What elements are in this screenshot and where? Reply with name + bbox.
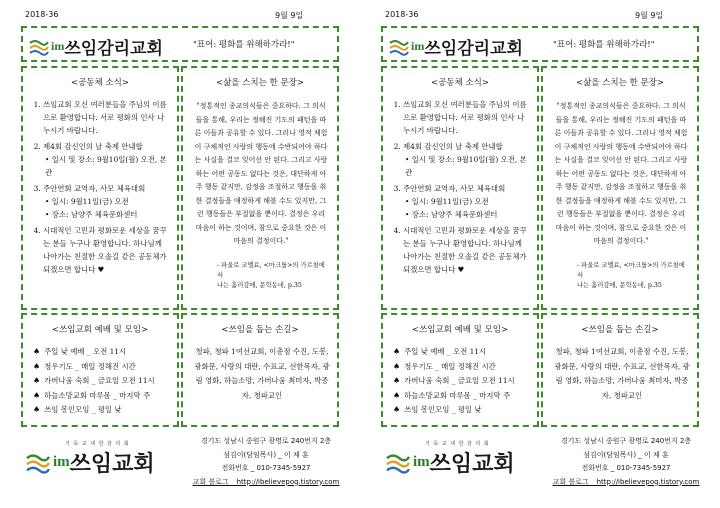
denomination-text: 기 독 교 대 한 감 리 회: [425, 441, 490, 447]
news-sub-item: • 장소: 남양주 체육문화센터: [45, 210, 138, 219]
quote-source-author: - 파울로 코엘료, <마크툽>의 가르침에서: [217, 261, 325, 279]
worship-item: ♠ 쓰임 봉인모임 _ 평일 낮: [393, 403, 533, 418]
news-item: [403, 182, 531, 221]
news-item: [43, 140, 171, 179]
helpers-title: <쓰임을 돕는 손길>: [581, 325, 659, 335]
pastor: 섬김이(담임목사) _ 이 채 훈: [583, 450, 669, 459]
church-name: 쓰임감리교회: [64, 39, 163, 59]
worship-item: ♠ 주일 낮 예배 _ 오전 11시: [33, 345, 173, 360]
news-item: 1. 쓰임교회 오신 여러분들을 주님의 이름으로 환영합니다. 서로 평화의 인사 나누시기 바랍니다.: [43, 98, 171, 137]
denomination-text: 기 독 교 대 한 감 리 회: [65, 441, 130, 447]
wave-logo-icon: [29, 38, 49, 56]
news-item: [403, 140, 531, 179]
community-news-list: [23, 98, 177, 276]
worship-item: ♠ 청우기도 _ 매일 정해진 시간: [33, 360, 173, 375]
worship-item: ♠ 하늘소망교회 마루몸 _ 마지막 주: [33, 389, 173, 404]
worship-item: ♠ 주일 낮 예배 _ 오전 11시: [393, 345, 533, 360]
motto: "표어: 평화를 위해하가라!": [553, 40, 655, 50]
quote-source-book: 나는 흘러감에, 문학동네, p.35: [577, 281, 662, 289]
logo-im-text: im: [413, 454, 430, 470]
news-sub-item: • 장소: 남양주 체육문화센터: [405, 210, 498, 219]
news-sub-item: • 일시 및 장소: 9월10일(월) 오전, 본관: [405, 155, 527, 177]
header-box: [381, 26, 699, 62]
phone: 전화번호 _ 010-7345-5927: [581, 464, 671, 472]
issue-date: 9월 9일: [275, 11, 304, 20]
news-sub-text: 일시 및 장소: 9월10일(월) 오전, 본관: [405, 155, 527, 177]
worship-list: [23, 345, 177, 418]
wave-logo-icon: [385, 452, 411, 474]
news-item-text: 주안연회 교역자, 사모 체육대회: [43, 184, 146, 193]
news-sub-text: 일시: 9월11일(금) 오전: [411, 197, 489, 206]
community-news-list: [383, 98, 537, 276]
footer-logo: [385, 440, 515, 478]
news-item-text: 제4회 감신인의 날 축제 안내합: [43, 142, 143, 151]
quote-source: [217, 261, 329, 291]
worship-item: ♠ 가버나움 숙회 _ 금요일 오전 11시: [33, 374, 173, 389]
church-name: 쓰임감리교회: [424, 39, 523, 59]
community-news-box: [381, 66, 539, 310]
news-sub-text: 장소: 남양주 체육문화센터: [411, 210, 498, 219]
quote-source-author: - 파울로 코엘료, <마크툽>의 가르침에서: [577, 261, 685, 279]
logo-im-text: im: [411, 39, 425, 53]
church-logo: [29, 34, 163, 59]
footer-church-name: 쓰임교회: [429, 452, 515, 477]
quote-source: [577, 261, 689, 291]
worship-title: <쓰임교회 예배 및 모임>: [411, 325, 509, 335]
helpers-text: 청파, 청파 1여선교회, 이총점 수진, 도봉, 광화문, 사랑의 대란, 수표교, 선한목자, 광림 영화, 하늘소망, 가버나움 최미자, 박종자, 청파교인: [554, 347, 690, 400]
wave-logo-icon: [389, 38, 409, 56]
community-news-title: <공동체 소식>: [430, 78, 489, 88]
community-news-box: [21, 66, 179, 310]
worship-title: <쓰임교회 예배 및 모임>: [51, 325, 149, 335]
worship-item: ♠ 쓰임 봉인모임 _ 평일 낮: [33, 403, 173, 418]
news-sub-text: 일시: 9월11일(금) 오전: [51, 197, 129, 206]
news-sub-item: • 일시: 9월11일(금) 오전: [405, 197, 489, 206]
news-sub-text: 일시 및 장소: 9월10일(월) 오전, 본관: [45, 155, 167, 177]
footer-logo: [25, 440, 155, 478]
community-news-title: <공동체 소식>: [70, 78, 129, 88]
phone: 전화번호 _ 010-7345-5927: [221, 464, 311, 472]
issue-date: 9월 9일: [635, 11, 664, 20]
worship-item: ♠ 가버나움 숙회 _ 금요일 오전 11시: [393, 374, 533, 389]
news-item-text: 주안연회 교역자, 사모 체육대회: [403, 184, 506, 193]
worship-box: [381, 313, 539, 427]
worship-box: [21, 313, 179, 427]
issue-number: 2018-36: [385, 10, 419, 19]
helpers-title: <쓰임을 돕는 손길>: [221, 325, 299, 335]
bulletin-page-left: [5, 0, 355, 508]
helpers-box: [541, 313, 699, 427]
blog-link[interactable]: 교회 블로그 _ http://ibelievepog.tistory.com: [552, 477, 700, 486]
news-sub-item: • 일시 및 장소: 9월10일(월) 오전, 본관: [45, 155, 167, 177]
worship-list: [383, 345, 537, 418]
quote-text: "정통적인 종교의식들은 중요하다. 그 의식들을 통해, 우리는 정해진 기도의 패턴을 따른 이들과 공유할 수 있다. 그러나 영적 체험이 구체적인 사랑의 행동에 수반되어야 하다는 사실을 결코 잊어선 안 된다. 그리고 사랑하는 어떤 공동도 없다는 것은, 대단하게 아주 행동 같지만, 감정을 조절하고 행동을 취한 결정들을 애정하게 해볼 수도 있지만, 그런 행동들은 부질없을 뿐이다. 결정은 우리 마음이 하는 것이며, 참으로 중요한 것은 이 마음의 결정이다.": [554, 102, 688, 245]
address: 경기도 성남시 중원구 광명로 240번지 2층: [560, 437, 692, 445]
logo-im-text: im: [53, 454, 70, 470]
quote-box: [181, 66, 339, 310]
quote-title: <삶을 스치는 한 문장>: [215, 78, 305, 88]
worship-item: ♠ 하늘소망교회 마루몸 _ 마지막 주: [393, 389, 533, 404]
logo-im-text: im: [51, 39, 65, 53]
blog-link[interactable]: 교회 블로그 _ http://ibelievepog.tistory.com: [192, 477, 340, 486]
pastor: 섬김이(담임목사) _ 이 채 훈: [223, 450, 309, 459]
wave-logo-icon: [25, 452, 51, 474]
contact-info: [537, 435, 715, 489]
helpers-text: 청파, 청파 1여선교회, 이총점 수진, 도봉, 광화문, 사랑의 대란, 수표교, 선한목자, 광림 영화, 하늘소망, 가버나움 최미자, 박종자, 청파교인: [194, 347, 330, 400]
address: 경기도 성남시 중원구 광명로 240번지 2층: [200, 437, 332, 445]
news-item: 4. 시대적인 고민과 평화로운 세상을 꿈꾸는 분들 누구나 환영합니다. 하나님께 나아가는 친절한 오솔길 같은 공동체가 되겠으면 합니다 ♥: [43, 224, 171, 276]
news-item-text: 제4회 감신인의 날 축제 안내합: [403, 142, 503, 151]
contact-info: [177, 435, 355, 489]
header-box: [21, 26, 339, 62]
quote-source-book: 나는 흘러감에, 문학동네, p.35: [217, 281, 302, 289]
news-item: 4. 시대적인 고민과 평화로운 세상을 꿈꾸는 분들 누구나 환영합니다. 하나님께 나아가는 친절한 오솔길 같은 공동체가 되겠으면 합니다 ♥: [403, 224, 531, 276]
worship-item: ♠ 청우기도 _ 매일 정해진 시간: [393, 360, 533, 375]
motto: "표어: 평화를 위해하가라!": [193, 40, 295, 50]
footer-church-name: 쓰임교회: [69, 452, 155, 477]
bulletin-page-right: [365, 0, 715, 508]
quote-title: <삶을 스치는 한 문장>: [575, 78, 665, 88]
news-sub-item: • 일시: 9월11일(금) 오전: [45, 197, 129, 206]
news-item: [43, 182, 171, 221]
church-logo: [389, 34, 523, 59]
quote-box: [541, 66, 699, 310]
news-item: 1. 쓰임교회 오신 여러분들을 주님의 이름으로 환영합니다. 서로 평화의 인사 나누시기 바랍니다.: [403, 98, 531, 137]
quote-text: "정통적인 종교의식들은 중요하다. 그 의식들을 통해, 우리는 정해진 기도의 패턴을 따른 이들과 공유할 수 있다. 그러나 영적 체험이 구체적인 사랑의 행동에 수반되어야 하다는 사실을 결코 잊어선 안 된다. 그리고 사랑하는 어떤 공동도 없다는 것은, 대단하게 아주 행동 같지만, 감정을 조절하고 행동을 취한 결정들을 애정하게 해볼 수도 있지만, 그런 행동들은 부질없을 뿐이다. 결정은 우리 마음이 하는 것이며, 참으로 중요한 것은 이 마음의 결정이다.": [194, 102, 328, 245]
helpers-box: [181, 313, 339, 427]
issue-number: 2018-36: [25, 10, 59, 19]
news-sub-text: 장소: 남양주 체육문화센터: [51, 210, 138, 219]
